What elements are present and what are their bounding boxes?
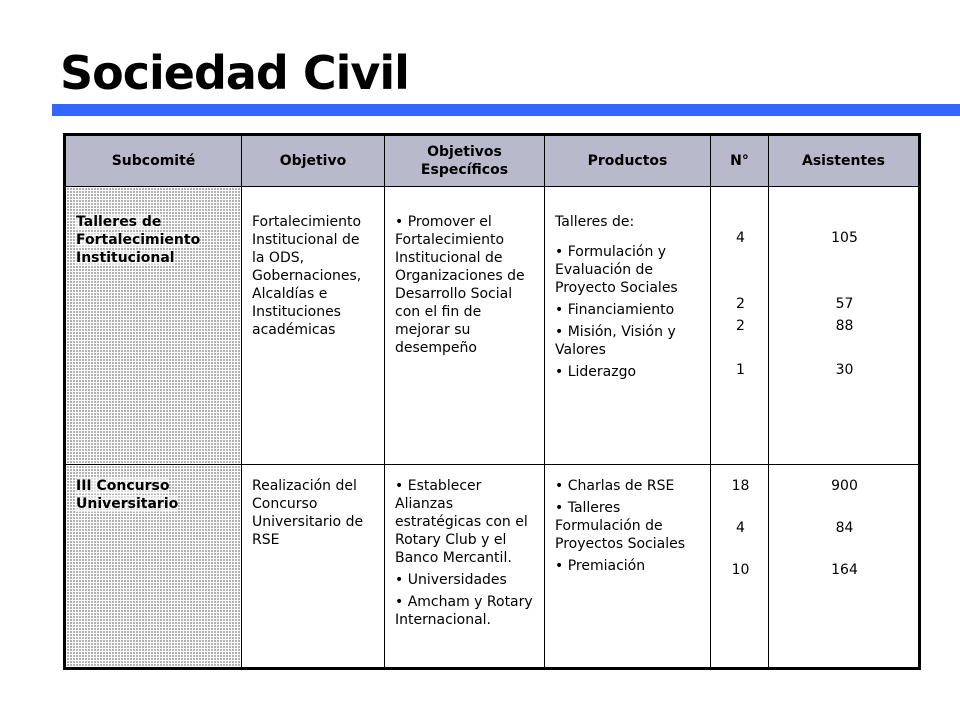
especifico-item: • Promover el Fortalecimiento Institucional de Organizaciones de Desarrollo Social con el fin de mejorar su desempeño — [395, 213, 536, 357]
asistentes-value: 105 — [831, 230, 858, 246]
accent-band — [0, 104, 960, 116]
numero-value: 2 — [736, 296, 745, 312]
table-row — [65, 187, 920, 465]
numero-value: 18 — [731, 478, 750, 494]
asistentes-value: 84 — [835, 520, 854, 536]
subcomite-label: Talleres de Fortalecimiento Institucional — [76, 214, 201, 266]
producto-item: • Talleres Formulación de Proyectos Sociales — [555, 499, 702, 553]
objetivo-cell: Fortalecimiento Institucional de la ODS, Gobernaciones, Alcaldías e Instituciones académicas — [242, 187, 385, 465]
productos-cell — [545, 465, 711, 669]
subcomite-label: III Concurso Universitario — [76, 478, 179, 512]
subcomite-cell — [65, 465, 242, 669]
producto-item: • Formulación y Evaluación de Proyecto Sociales — [555, 243, 702, 297]
productos-intro: Talleres de: — [555, 214, 635, 230]
asistentes-value: 88 — [835, 318, 854, 334]
subcomite-cell — [65, 187, 242, 465]
asistentes-value: 57 — [835, 296, 854, 312]
producto-item: • Charlas de RSE — [555, 477, 702, 495]
numero-value: 1 — [736, 362, 745, 378]
asistentes-value: 164 — [831, 562, 858, 578]
productos-cell — [545, 187, 711, 465]
especifico-item: • Establecer Alianzas estratégicas con el Rotary Club y el Banco Mercantil. — [395, 477, 536, 567]
numero-value: 10 — [731, 562, 750, 578]
especificos-cell — [385, 187, 545, 465]
asistentes-value: 900 — [831, 478, 858, 494]
slide-title: Sociedad Civil — [60, 46, 409, 100]
asistentes-value: 30 — [835, 362, 854, 378]
producto-item: • Premiación — [555, 557, 702, 575]
header-objetivo: Objetivo — [242, 135, 385, 187]
producto-item: • Liderazgo — [555, 363, 702, 381]
objetivo-cell: Realización del Concurso Universitario de RSE — [242, 465, 385, 669]
numero-cell — [711, 187, 769, 465]
numero-cell — [711, 465, 769, 669]
asistentes-cell — [769, 465, 920, 669]
especifico-item: • Universidades — [395, 571, 536, 589]
especifico-item: • Amcham y Rotary Internacional. — [395, 593, 536, 629]
especificos-cell — [385, 465, 545, 669]
sociedad-civil-table — [63, 133, 921, 670]
numero-value: 2 — [736, 318, 745, 334]
header-productos: Productos — [545, 135, 711, 187]
numero-value: 4 — [736, 230, 745, 246]
header-asistentes: Asistentes — [769, 135, 920, 187]
header-numero: N° — [711, 135, 769, 187]
producto-item: • Misión, Visión y Valores — [555, 323, 702, 359]
table-row — [65, 465, 920, 669]
producto-item: • Financiamiento — [555, 301, 702, 319]
numero-value: 4 — [736, 520, 745, 536]
table-header-row — [65, 135, 920, 187]
header-objetivos-especificos: Objetivos Específicos — [385, 135, 545, 187]
header-subcomite: Subcomité — [65, 135, 242, 187]
asistentes-cell — [769, 187, 920, 465]
